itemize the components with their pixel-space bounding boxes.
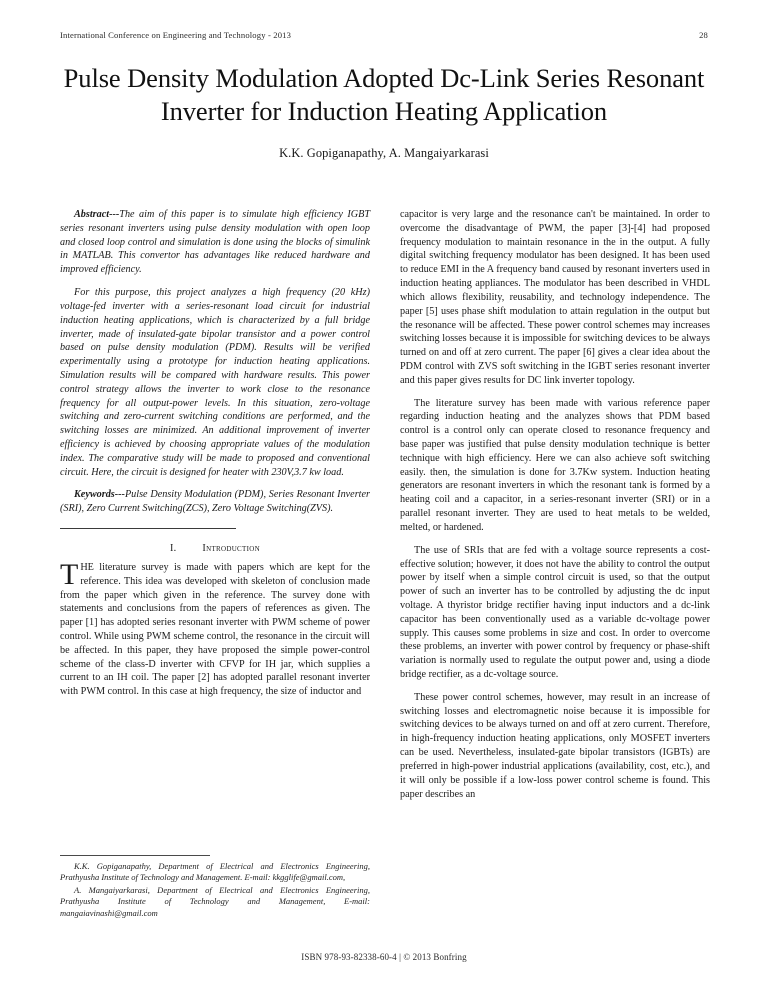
keywords-text: Pulse Density Modulation (PDM), Series Resonant Inverter (SRI), Zero Current Switching(ZCS), Zero Voltage Switching(ZVS). (60, 489, 370, 515)
column-right (400, 208, 710, 810)
intro-paragraph-1: THE literature survey is made with papers which are kept for the reference. This idea was developed with skeleton of conclusion made from the paper which given in the reference. The survey done with statements and conclusions from the papers of references as given. The paper [1] has adopted series resonant inverter with PWM scheme of power control. While using PWM scheme control, the resonance in the circuit will be affected. In this paper, they have proposed the simple power-control scheme of the class-D inverter with CFVP for IH jar, which supplies a current to an IH coil. The paper [2] has adopted parallel resonant inverter with PWM control. In this case at high frequency, the size of inductor and (60, 557, 370, 698)
footnote-author-2: A. Mangaiyarkarasi, Department of Electrical and Electronics Engineering, Prathyusha Institute of Technology and Management, E-mail: mangaiavinashi@gmail.com (60, 884, 370, 918)
right-paragraph-1: capacitor is very large and the resonance can't be maintained. In order to overcome the disadvantage of PWM, the paper [3]-[4] had proposed frequency modulation to maintain resonance in the in the output. A fully digital switching frequency modulator has been designed. It has been used to reduce EMI in the A frequency band caused by resonant inverters used in induction heating appliances. The modulator has been described in VHDL which allows flexibility, reusability, and technology independence. The paper [5] uses phase shift modulation to attain regulation in the output but the resonance will be affected. These power control schemes may increases switching losses because it is impossible for switching devices to be always turned on and off at zero current. The paper [6] gives a clear idea about the PDM control with ZVS soft switching in the IGBT series resonant inverter and this paper gives results for DC link inverter topology. (400, 209, 710, 386)
footnote-block (60, 855, 370, 920)
right-paragraph-4: These power control schemes, however, may result in an increase of switching losses and electromagnetic noise because it is impossible for switching devices to be always turned on and off at zero current. Therefore, in high-frequency induction heating applications, only MOSFET inverters can be used. Nevertheless, insulated-gate bipolar transistors (IGBTs) are preferred in high-power industrial applications (availability, cost, etc.), and it will only be possible if a low-loss power control scheme is found. This paper describes an (400, 691, 710, 800)
section-title: Introduction (202, 543, 260, 555)
right-paragraph-3: The use of SRIs that are fed with a voltage source represents a cost-effective solution; however, it does not have the ability to control the output power by itself when a simple control circuit is used, so that the output power of such an inverter has to be controlled by adjusting the dc input voltage. A thyristor bridge rectifier having input inductors and a dc-link capacitor has been conventionally used as a variable dc-voltage power supply. This causes some problems in size and cost. In order to overcome these problems, an inverter with power control by frequency or phase-shift variation is normally used to regulate the output power and, using a diode bridge rectifier, as a dc-voltage source. (400, 544, 710, 680)
abstract-paragraph-2: For this purpose, this project analyzes a high frequency (20 kHz) voltage-fed inverter with a series-resonant load circuit for industrial induction heating applications, which is characterized by a full bridge inverter, made of insulated-gate bipolar transistor and a power control based on pulse density modulation (PDM). Results will be verified experimentally using a prototype for induction heating applications. Simulation results will be compared with hardware results. This power control strategy allows the inverter to work close to the resonance frequency for all output-power levels. In this situation, zero-voltage switching and zero-current switching conditions are performed, and the switching losses are minimized. An additional improvement of inverter efficiency is achieved by choosing appropriate values of the modulation index. The comparative study will be made to proposed and conventional circuit. Here, the circuit is designed for heater with 230V,3.7 kw load. (60, 287, 370, 478)
page-footer (0, 952, 768, 962)
isbn-text: ISBN 978-93-82338-60-4 | © 2013 Bonfring (301, 952, 467, 962)
page-number: 28 (699, 30, 708, 40)
section-heading (60, 542, 370, 556)
page-title: Pulse Density Modulation Adopted Dc-Link Series Resonant Inverter for Induction Heating Application (63, 63, 705, 127)
keywords-block (60, 488, 370, 516)
section-separator-rule (60, 528, 236, 529)
conference-name: International Conference on Engineering and Technology - 2013 (60, 30, 292, 40)
right-paragraph-2: The literature survey has been made with various reference paper regarding induction heating and the analyzes shows that PDM based control is a control only can operate closed to resonance frequency and base paper was justified that pulse density modulation technique is better technique with high efficiency. Here we can also achieve soft switching easily. then, the simulation is done for 3.7Kw system. Induction heating generators are resonant inverters in which the resonant tank is formed by a heating coil and a capacitor, in a series-resonant inverter (SRI) or in a parallel resonant inverter. They are used to heat metals to be welded, melted, or hardened. (400, 397, 710, 533)
footnote-author-1: K.K. Gopiganapathy, Department of Electrical and Electronics Engineering, Prathyusha Institute of Technology and Management. E-mail: kkgglife@gmail.com, (60, 861, 370, 883)
author-list: K.K. Gopiganapathy, A. Mangaiyarkarasi (279, 145, 489, 160)
abstract-paragraph-1: The aim of this paper is to simulate high efficiency IGBT series resonant inverters using pulse density modulation with open loop and closed loop control and simulation is done using the blocks of simulink in MATLAB. This convertor has advantages like reduced hardware and improved efficiency. (60, 209, 370, 276)
running-head (60, 30, 708, 40)
section-number: I. (170, 543, 177, 555)
column-left (60, 208, 370, 708)
abstract-label: Abstract--- (74, 209, 120, 220)
footnote-rule (60, 855, 210, 856)
title-block (62, 62, 706, 161)
footnote-text (60, 861, 370, 919)
body-columns (60, 208, 710, 948)
abstract-block (60, 208, 370, 479)
keywords-label: Keywords--- (74, 489, 125, 501)
